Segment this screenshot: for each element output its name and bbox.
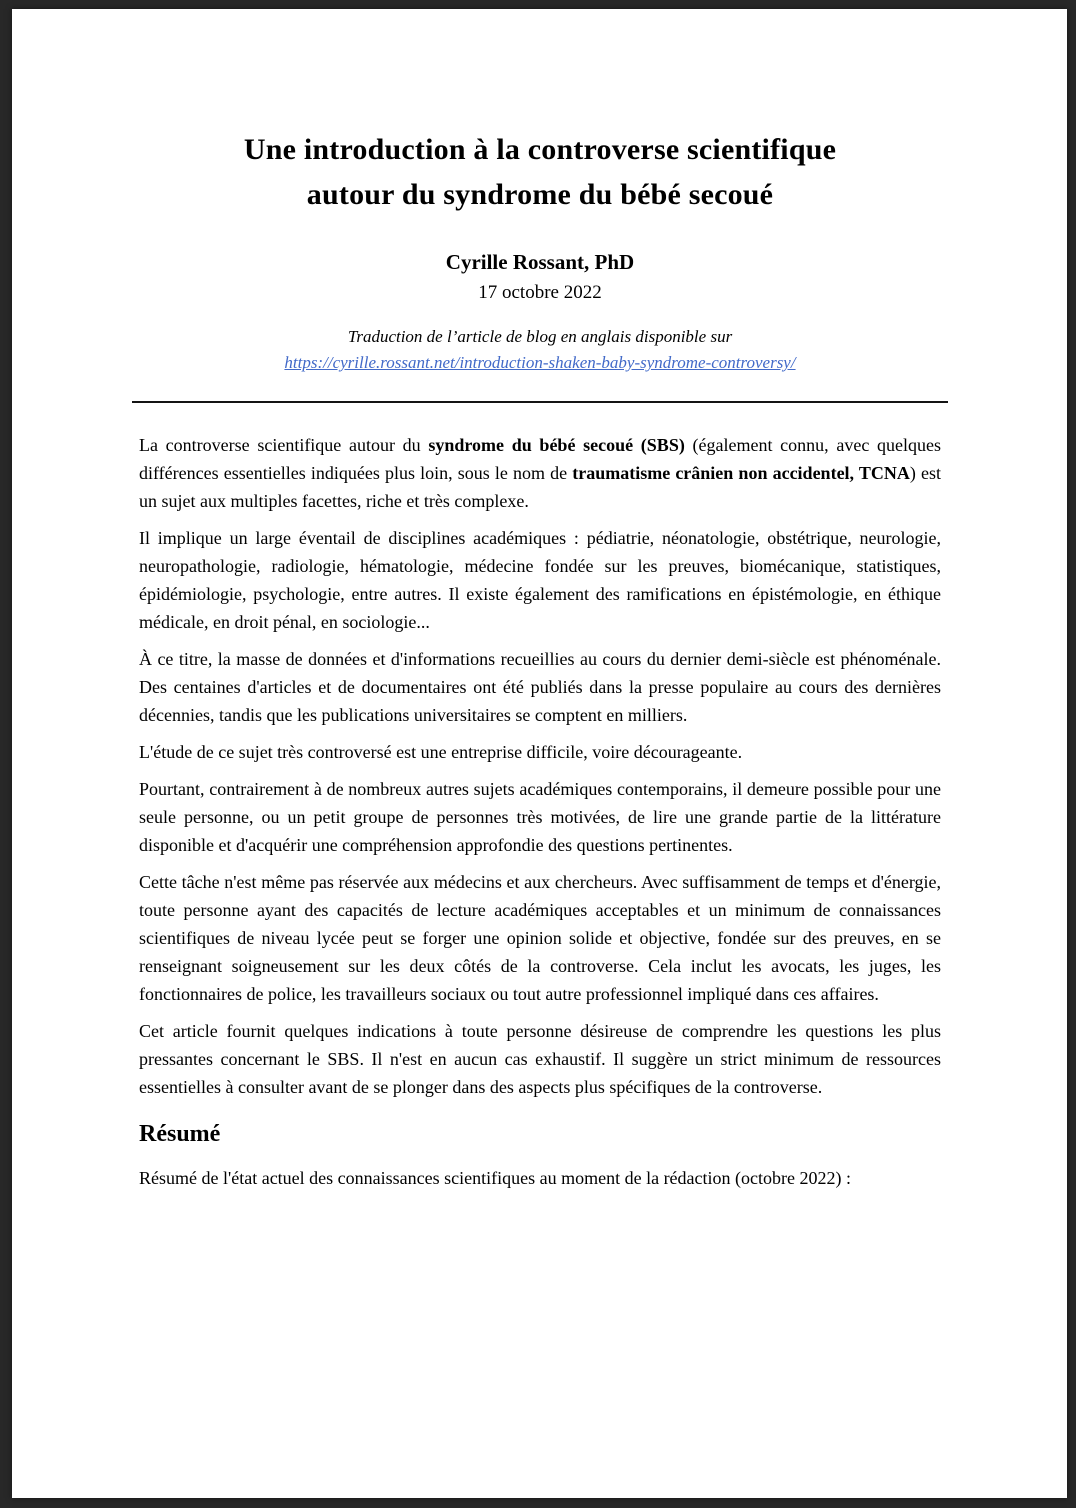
header-divider (132, 401, 948, 403)
paragraph-intro-text-3: ) est un sujet aux multiples facettes, riche et très complexe. (139, 463, 941, 511)
paragraph-difficult-study: L'étude de ce sujet très controversé est une entreprise difficile, voire décourageante. (139, 742, 743, 762)
paragraph-disciplines: Il implique un large éventail de disciplines académiques : pédiatrie, néonatologie, obstétrique, neurologie, neuropathologie, radiologie, hématologie, médecine fondée sur les preuves, biomécanique, statistiques, épidémiologie, psychologie, entre autres. Il existe également des ramifications en épistémologie, en éthique médicale, en droit pénal, en sociologie... (139, 528, 941, 632)
paragraph-intro (139, 431, 941, 515)
paragraph-data-mass: À ce titre, la masse de données et d'informations recueillies au cours du dernier demi-siècle est phénoménale. Des centaines d'articles et de documentaires ont été publiés dans la presse populaire au cours des dernières décennies, tandis que les publications universitaires se comptent en milliers. (139, 649, 941, 725)
document-page (12, 9, 1067, 1498)
translation-note: Traduction de l’article de blog en anglais disponible sur (347, 327, 733, 346)
bold-term-tcna: traumatisme crânien non accidentel, TCNA (572, 463, 910, 483)
paragraph-intro-text-1: La controverse scientifique autour du (139, 435, 429, 455)
paragraph-intro-text-2: (également connu, avec quelques différences essentielles indiquées plus loin, sous le nom de (139, 435, 941, 483)
author-name: Cyrille Rossant, PhD (445, 250, 635, 274)
section-heading-resume: Résumé (139, 1121, 221, 1147)
paragraph-article-purpose: Cet article fournit quelques indications à toute personne désireuse de comprendre les questions les plus pressantes concernant le SBS. Il n'est en aucun cas exhaustif. Il suggère un strict minimum de ressources essentielles à consulter avant de se plonger dans des aspects plus spécifiques de la controverse. (139, 1021, 941, 1097)
bold-term-sbs: syndrome du bébé secoué (SBS) (428, 435, 685, 455)
translation-link-line (139, 351, 941, 375)
title-line-1: Une introduction à la controverse scientifique (243, 133, 837, 166)
publication-date: 17 octobre 2022 (478, 282, 602, 303)
document-title (139, 127, 941, 217)
paragraph-resume-intro: Résumé de l'état actuel des connaissances scientifiques au moment de la rédaction (octobre 2022) : (139, 1168, 851, 1188)
paragraph-not-reserved: Cette tâche n'est même pas réservée aux médecins et aux chercheurs. Avec suffisamment de temps et d'énergie, toute personne ayant des capacités de lecture académiques acceptables et un minimum de connaissances scientifiques de niveau lycée peut se forger une opinion solide et objective, fondée sur des preuves, en se renseignant soigneusement sur les deux côtés de la controverse. Cela inclut les avocats, les juges, les fonctionnaires de police, les travailleurs sociaux ou tout autre professionnel impliqué dans ces affaires. (139, 872, 941, 1004)
document-body (139, 431, 941, 1192)
document-header (139, 127, 941, 403)
paragraph-single-person: Pourtant, contrairement à de nombreux autres sujets académiques contemporains, il demeure possible pour une seule personne, ou un petit groupe de personnes très motivées, de lire une grande partie de la littérature disponible et d'acquérir une compréhension approfondie des questions pertinentes. (139, 779, 941, 855)
article-url-link[interactable]: https://cyrille.rossant.net/introduction-shaken-baby-syndrome-controversy/ (284, 353, 796, 372)
title-line-2: autour du syndrome du bébé secoué (306, 178, 774, 211)
